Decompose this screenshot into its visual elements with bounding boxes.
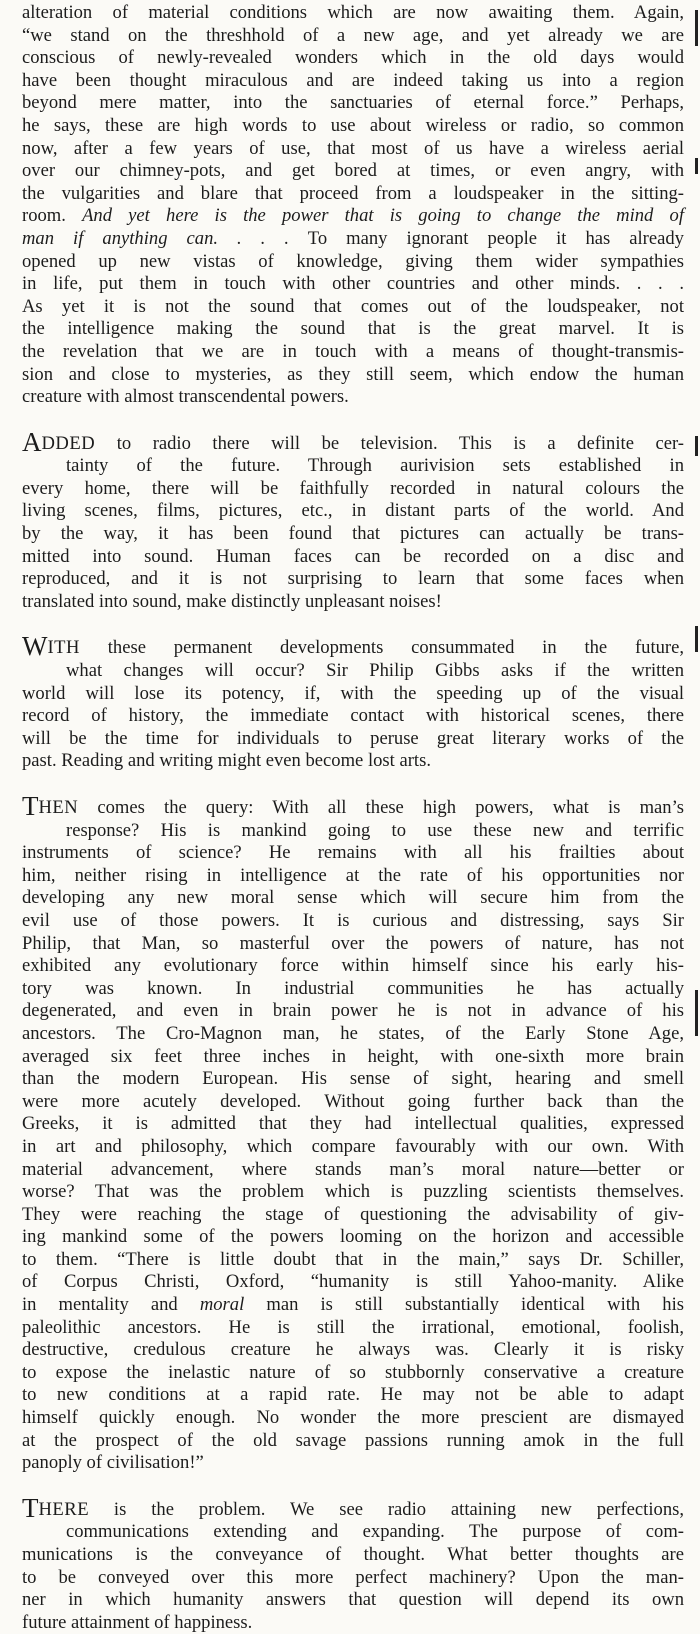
- small-caps-word: DDED: [41, 432, 96, 454]
- text-line: munications is the conveyance of thought. What better thoughts are: [22, 1544, 684, 1565]
- text-line: the vulgarities and blare that proceed from a loudspeaker in the sitting-: [22, 182, 684, 204]
- text-line: living scenes, films, pictures, etc., in distant parts of the world. And: [22, 500, 684, 522]
- text-line: As yet it is not the sound that comes out of the loudspeaker, not: [22, 295, 684, 317]
- text-line: by the way, it has been found that pictures can actually be trans-: [22, 523, 684, 545]
- text-line: he says, these are high words to use about wireless or radio, so common: [22, 114, 684, 136]
- text-line: were more acutely developed. Without going further back than the: [22, 1090, 684, 1112]
- text-line: evil use of those powers. It is curious and distressing, says Sir: [22, 909, 684, 931]
- margin-mark: [695, 158, 698, 174]
- text-line: exhibited any evolutionary force within himself since his early his-: [22, 955, 684, 977]
- margin-mark: [695, 10, 698, 46]
- text-line: past. Reading and writing might even become lost arts.: [22, 750, 431, 772]
- text-line: in life, put them in touch with other countries and other minds. . . .: [22, 273, 684, 295]
- text-line: the revelation that we are in touch with a means of thought-transmis-: [22, 340, 684, 362]
- text-line: “we stand on the threshhold of a new age, and yet already we are: [22, 24, 684, 46]
- text-line: than the modern European. His sense of sight, hearing and smell: [22, 1068, 684, 1090]
- text-line: in art and philosophy, which compare favourably with our own. With: [22, 1135, 684, 1157]
- text-line: him, neither rising in intelligence at the rate of his opportunities nor: [22, 864, 684, 886]
- paragraph-mans-response: [22, 791, 685, 1475]
- text-line: communications extending and expanding. The purpose of com-: [66, 1521, 684, 1543]
- text-line: ner in which humanity answers that question will depend its own: [22, 1589, 684, 1611]
- margin-mark: [695, 626, 698, 652]
- text-line: [22, 631, 684, 662]
- text-line: now, after a few years of use, that most of us have a wireless aerial: [22, 137, 684, 159]
- text-line: mitted into sound. Human faces can be recorded on a disc and: [22, 545, 684, 567]
- text-line: Greeks, it is admitted that they had intellectual qualities, expressed: [22, 1113, 684, 1135]
- text-line: material advancement, where stands man’s moral nature—better or: [22, 1158, 684, 1180]
- text-run: To many ignorant people it has already: [289, 227, 684, 249]
- text-line: what changes will occur? Sir Philip Gibbs asks if the written: [66, 660, 684, 682]
- italic-text-run: moral: [199, 1294, 245, 1316]
- text-line: reproduced, and it is not surprising to learn that some faces when: [22, 568, 684, 590]
- margin-mark: [695, 436, 698, 456]
- text-run: is the problem. We see radio attaining new perfections,: [89, 1498, 684, 1520]
- text-line: [22, 205, 684, 228]
- text-line: degenerated, and even in brain power he is not in advance of his: [22, 1000, 684, 1022]
- small-caps-word: ITH: [47, 637, 80, 659]
- text-line: beyond mere matter, into the sanctuaries of eternal force.” Perhaps,: [22, 92, 684, 114]
- text-line: conscious of newly-revealed wonders which in the old days would: [22, 47, 684, 69]
- italic-text-run: And yet here is the power that is going to change the mind of: [82, 205, 684, 227]
- text-line: translated into sound, make distinctly unpleasant noises!: [22, 590, 442, 612]
- text-line: sion and close to mysteries, as they still seem, which endow the human: [22, 363, 684, 385]
- text-run: in mentality and: [22, 1294, 200, 1316]
- text-line: [22, 426, 684, 457]
- text-line: alteration of material conditions which are now awaiting them. Again,: [22, 2, 684, 23]
- text-line: [22, 1492, 684, 1523]
- text-line: [22, 228, 684, 251]
- drop-initial: W: [22, 631, 48, 662]
- text-run: to radio there will be television. This is a definite cer-: [95, 432, 684, 454]
- text-line: at the prospect of the old savage passions running amok in the full: [22, 1429, 684, 1451]
- text-line: will be the time for individuals to peruse great literary works of the: [22, 727, 684, 749]
- text-line: over our chimney-pots, and get bored at times, or even angry, with: [22, 160, 684, 182]
- text-line: worse? That was the problem which is puzzling scientists themselves.: [22, 1181, 684, 1203]
- text-line: the intelligence making the sound that is the great marvel. It is: [22, 318, 684, 340]
- paragraph-television: [22, 426, 684, 614]
- text-run: these permanent developments consummated in the future,: [79, 637, 684, 659]
- text-line: response? His is mankind going to use these new and terrific: [66, 819, 684, 841]
- text-line: developing any new moral sense which will secure him from the: [22, 887, 684, 909]
- text-line: creature with almost transcendental powers.: [22, 386, 349, 408]
- text-line: to new conditions at a rapid rate. He may not be able to adapt: [22, 1384, 684, 1406]
- text-line: panoply of civilisation!”: [22, 1452, 204, 1474]
- margin-mark: [695, 990, 698, 1036]
- text-line: Philip, that Man, so masterful over the powers of nature, has not: [22, 932, 684, 954]
- text-line: ing mankind some of the powers looming on the horizon and accessible: [22, 1226, 684, 1248]
- text-line: [22, 791, 684, 821]
- text-line: paleolithic ancestors. He is still the irrational, emotional, foolish,: [22, 1316, 684, 1338]
- text-line: opened up new vistas of knowledge, giving them wider sympathies: [22, 250, 684, 272]
- text-line: [22, 1294, 684, 1317]
- text-run: comes the query: With all these high powers, what is man’s: [78, 797, 684, 818]
- text-line: to them. “There is little doubt that in the main,” says Dr. Schiller,: [22, 1248, 684, 1270]
- text-run: room.: [22, 205, 83, 227]
- text-line: instruments of science? He remains with all his frailties about: [22, 842, 684, 864]
- text-line: averaged six feet three inches in height, with one-sixth more brain: [22, 1045, 684, 1067]
- text-line: every home, there will be faithfully recorded in natural colours the: [22, 477, 684, 499]
- text-line: future attainment of happiness.: [22, 1611, 253, 1633]
- small-caps-word: HERE: [38, 1498, 90, 1520]
- text-line: himself quickly enough. No wonder the more prescient are dismayed: [22, 1407, 684, 1429]
- text-line: world will lose its potency, if, with the speeding up of the visual: [22, 682, 684, 704]
- text-line: destructive, credulous creature he always was. Clearly it is risky: [22, 1339, 684, 1361]
- text-run: man is still substantially identical with his: [244, 1294, 685, 1316]
- text-line: tainty of the future. Through aurivision sets established in: [66, 455, 684, 477]
- drop-initial: T: [22, 1492, 39, 1523]
- italic-text-run: man if anything can. . . .: [22, 227, 290, 249]
- text-line: record of history, the immediate contact with historical scenes, there: [22, 705, 684, 727]
- text-line: of Corpus Christi, Oxford, “humanity is still Yahoo-manity. Alike: [22, 1271, 684, 1293]
- drop-initial: T: [22, 791, 39, 821]
- small-caps-word: HEN: [38, 797, 79, 818]
- paragraph-the-problem: [22, 1492, 684, 1634]
- paragraph-written-word: [22, 631, 684, 773]
- text-line: tory was known. In industrial communities he has actually: [22, 977, 684, 999]
- drop-initial: A: [22, 426, 42, 457]
- text-line: to be conveyed over this more perfect machinery? Upon the man-: [22, 1566, 684, 1588]
- text-line: have been thought miraculous and are indeed taking us into a region: [22, 69, 684, 91]
- text-line: to expose the inelastic nature of so stubbornly conservative a creature: [22, 1361, 684, 1383]
- paragraph-radio-wonders: [22, 2, 684, 409]
- text-line: ancestors. The Cro-Magnon man, he states, of the Early Stone Age,: [22, 1022, 684, 1044]
- text-line: They were reaching the stage of questioning the advisability of giv-: [22, 1203, 684, 1225]
